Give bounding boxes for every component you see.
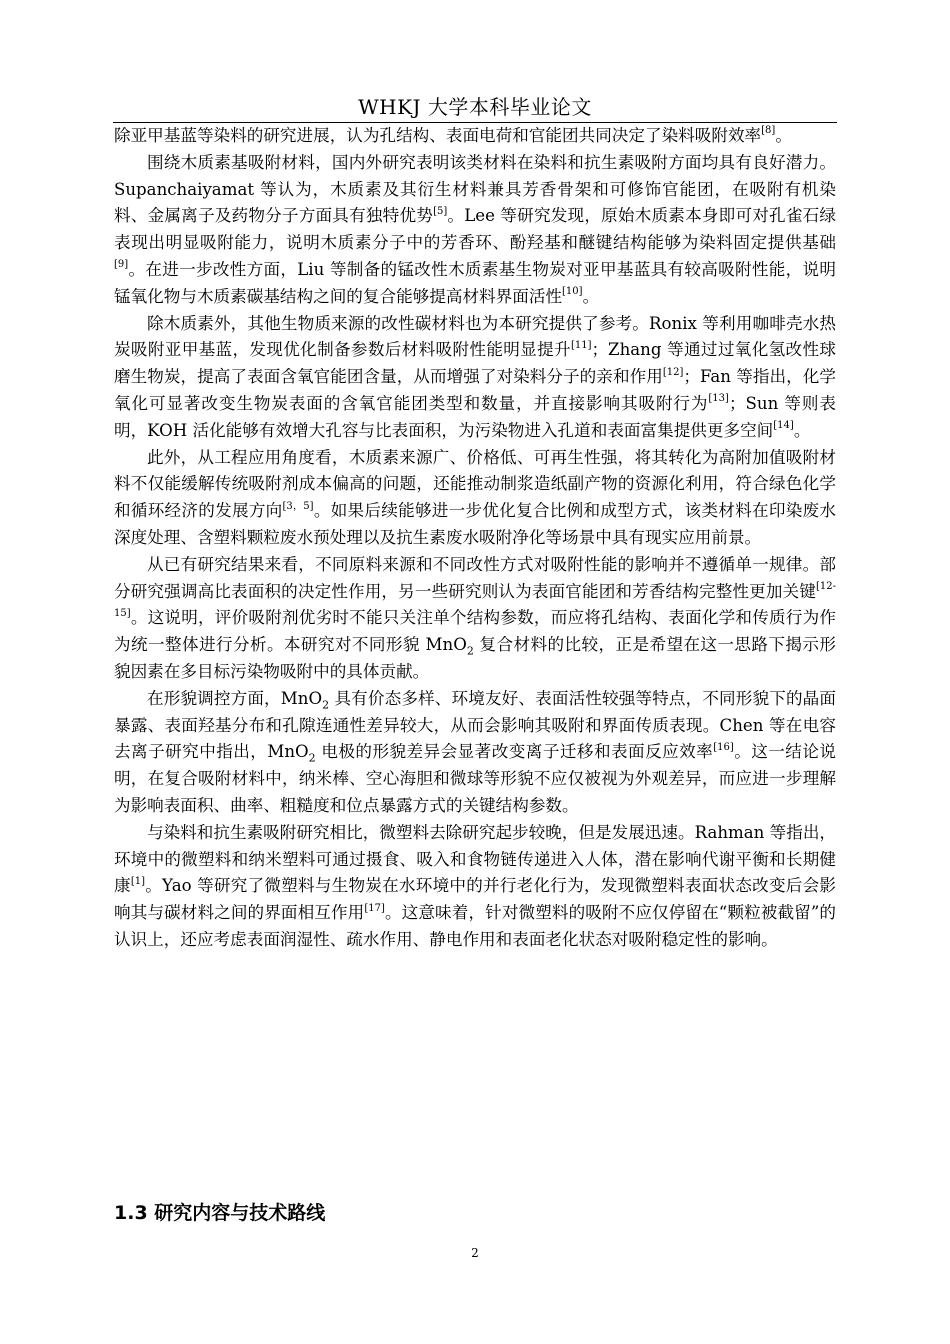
- subscript: 2: [322, 698, 330, 712]
- page-header-title: WHKJ 大学本科毕业论文: [358, 95, 592, 119]
- text-run: 。: [775, 126, 792, 145]
- citation-ref: [9]: [114, 259, 129, 271]
- citation-ref: [3，5]: [282, 500, 314, 512]
- subscript: 2: [466, 644, 474, 658]
- text-run: 。在进一步改性方面，Liu 等制备的锰改性木质素基生物炭对亚甲基蓝具有较高吸附性能，说明锰氧化物与木质素碳基结构之间的复合能够提高材料界面活性: [114, 259, 836, 306]
- citation-ref: [12]: [662, 366, 684, 378]
- body-paragraph: [114, 445, 836, 552]
- text-run: 与染料和抗生素吸附研究相比，微塑料去除研究起步较晚，但是发展迅速。Rahman 等指出，环境中的微塑料和纳米塑料可通过摄食、吸入和食物链传递进入人体，潜在影响代谢平衡和长期健康: [114, 822, 837, 896]
- text-run: ；Zhang 等通过过氧化氢改性球磨生物炭，提高了表面含氧官能团含量，从而增强了对染料分子的亲和作用: [114, 340, 836, 387]
- text-run: 。这说明，评价吸附剂优劣时不能只关注单个结构参数，而应将孔结构、表面化学和传质行为作为统一整体进行分析。本研究对不同形貌 MnO: [114, 608, 836, 655]
- citation-ref: [17]: [364, 902, 385, 914]
- text-run: 具有价态多样、环境友好、表面活性较强等特点，不同形貌下的晶面暴露、表面羟基分布和孔隙连通性差异较大，从而会影响其吸附和界面传质表现。Chen 等在电容去离子研究中指出，MnO: [114, 688, 836, 762]
- text-run: 围绕木质素基吸附材料，国内外研究表明该类材料在染料和抗生素吸附方面均具有良好潜力。Supanchaiyamat 等认为，木质素及其衍生材料兼具芳香骨架和可修饰官能团，在吸附有机染料、金属离子及药物分子方面具有独特优势: [114, 152, 836, 226]
- text-run: ；Sun 等则表明，KOH 活化能够有效增大孔容与比表面积，为污染物进入孔道和表面富集提供更多空间: [114, 393, 836, 440]
- text-run: 此外，从工程应用角度看，木质素来源广、价格低、可再生性强，将其转化为高附加值吸附材料不仅能缓解传统吸附剂成本偏高的问题，还能推动制浆造纸副产物的资源化利用，符合绿色化学和循环经济的发展方向: [114, 447, 836, 521]
- citation-ref: [1]: [130, 875, 145, 887]
- citation-ref: [11]: [570, 339, 592, 351]
- text-run: 在形貌调控方面，MnO: [147, 688, 323, 708]
- citation-ref: [8]: [761, 125, 776, 137]
- text-run: 。Yao 等研究了微塑料与生物炭在水环境中的并行老化行为，发现微塑料表面状态改变后会影响其与碳材料之间的界面相互作用: [114, 876, 837, 923]
- text-run: 除亚甲基蓝等染料的研究进展，认为孔结构、表面电荷和官能团共同决定了染料吸附效率: [114, 126, 762, 145]
- citation-ref: [16]: [713, 741, 734, 753]
- text-run: 从已有研究结果来看，不同原料来源和不同改性方式对吸附性能的影响并不遵循单一规律。部分研究强调高比表面积的决定性作用，另一些研究则认为表面官能团和芳香结构完整性更加关键: [114, 554, 836, 601]
- page-number: 2: [471, 1246, 479, 1260]
- citation-ref: [10]: [562, 286, 583, 298]
- text-run: 电极的形貌差异会显著改变离子迁移和表面反应效率: [315, 742, 714, 762]
- section-heading: 1.3 研究内容与技术路线: [114, 1202, 326, 1224]
- text-run: 。Lee 等研究发现，原始木质素本身即可对孔雀石绿表现出明显吸附能力，说明木质素分子中的芳香环、酚羟基和醚键结构能够为染料固定提供基础: [114, 206, 837, 253]
- body-paragraph: [114, 311, 836, 445]
- text-run: 。这意味着，针对微塑料的吸附不应仅停留在“颗粒被截留”的认识上，还应考虑表面润湿性、疏水作用、静电作用和表面老化状态对吸附稳定性的影响。: [114, 903, 836, 949]
- text-run: 除木质素外，其他生物质来源的改性碳材料也为本研究提供了参考。Ronix 等利用咖啡壳水热炭吸附亚甲基蓝，发现优化制备参数后材料吸附性能明显提升: [114, 313, 836, 360]
- text-run: 复合材料的比较，正是希望在这一思路下揭示形貌因素在多目标污染物吸附中的具体贡献。: [114, 635, 836, 681]
- text-run: 。: [582, 286, 600, 306]
- citation-ref: [12-15]: [114, 581, 836, 619]
- citation-ref: [5]: [433, 205, 448, 217]
- text-run: 。: [793, 420, 811, 440]
- subscript: 2: [308, 751, 316, 765]
- text-run: ；Fan 等指出，化学氧化可显著改变生物炭表面的含氧官能团类型和数量，并直接影响其吸附行为: [114, 367, 836, 413]
- body-text: [114, 123, 836, 954]
- body-paragraph: [114, 820, 836, 954]
- body-paragraph: [114, 552, 836, 686]
- body-paragraph: [114, 686, 836, 820]
- body-paragraph: [114, 123, 836, 150]
- text-run: 。这一结论说明，在复合吸附材料中，纳米棒、空心海胆和微球等形貌不应仅被视为外观差异，而应进一步理解为影响表面积、曲率、粗糙度和位点暴露方式的关键结构参数。: [114, 742, 836, 815]
- text-run: 。如果后续能够进一步优化复合比例和成型方式，该类材料在印染废水深度处理、含塑料颗粒废水预处理以及抗生素废水吸附净化等场景中具有现实应用前景。: [114, 501, 837, 547]
- citation-ref: [14]: [773, 420, 794, 432]
- body-paragraph: [114, 150, 836, 311]
- citation-ref: [13]: [708, 393, 729, 405]
